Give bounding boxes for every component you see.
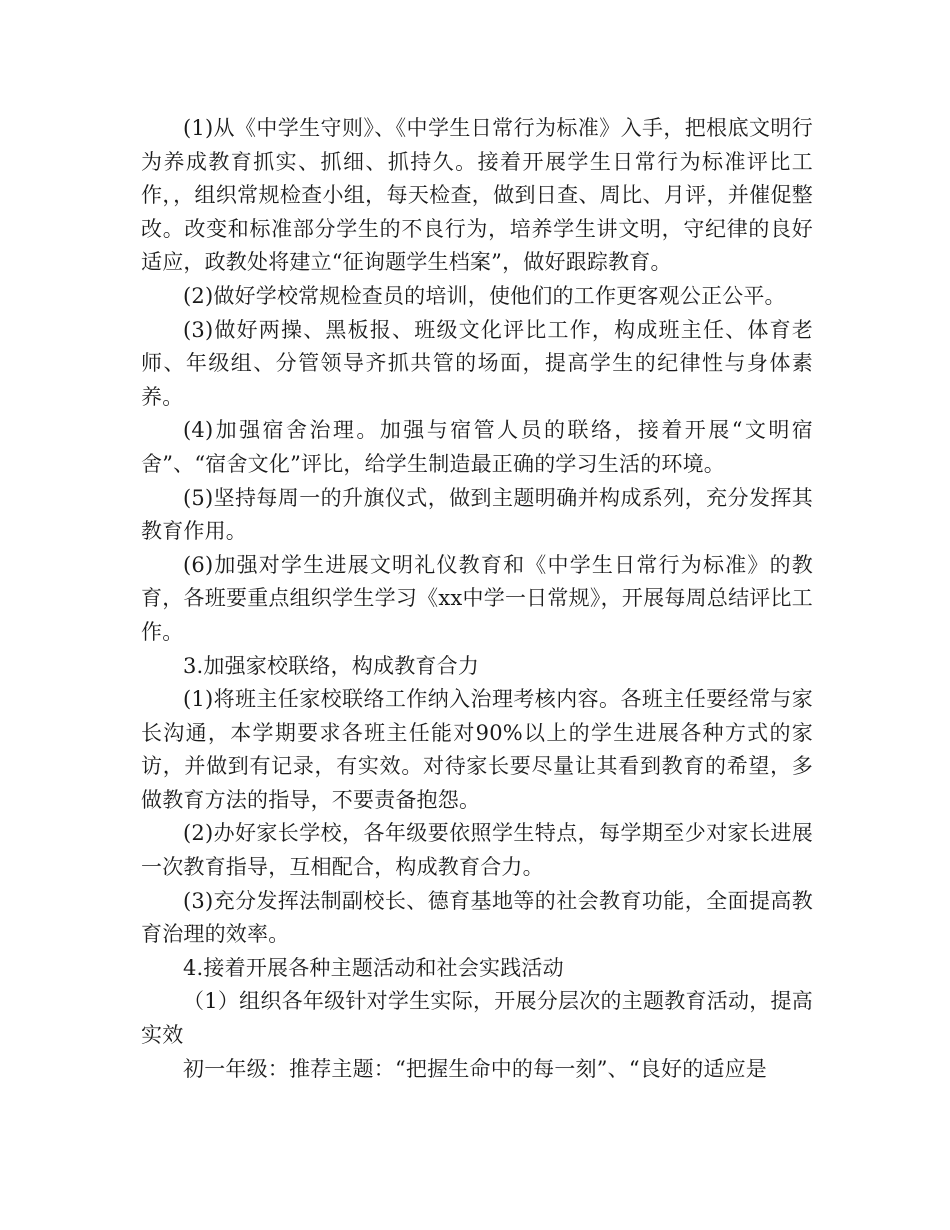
paragraph: (3)充分发挥法制副校长、德育基地等的社会教育功能，全面提高教育治理的效率。: [141, 888, 813, 947]
paragraph: (3)做好两操、黑板报、班级文化评比工作，构成班主任、体育老师、年级组、分管领导齐抓共管的场面，提高学生的纪律性与身体素养。: [141, 317, 813, 409]
section-heading: 3.加强家校联络，构成教育合力: [183, 653, 480, 678]
section-heading: 4.接着开展各种主题活动和社会实践活动: [183, 955, 564, 980]
paragraph: （1）组织各年级针对学生实际，开展分层次的主题教育活动，提高实效: [141, 989, 813, 1048]
paragraph: (2)做好学校常规检查员的培训，使他们的工作更客观公正公平。: [183, 283, 786, 308]
paragraph: (4)加强宿舍治理。加强与宿管人员的联络，接着开展“文明宿舍”、“宿舍文化”评比，给学生制造最正确的学习生活的环境。: [141, 418, 813, 476]
paragraph: (5)坚持每周一的升旗仪式，做到主题明确并构成系列，充分发挥其教育作用。: [141, 485, 813, 544]
paragraph: (2)办好家长学校，各年级要依照学生特点，每学期至少对家长进展一次教育指导，互相配合，构成教育合力。: [141, 821, 813, 880]
document-body: [141, 112, 813, 1086]
paragraph: (1)将班主任家校联络工作纳入治理考核内容。各班主任要经常与家长沟通，本学期要求各班主任能对90%以上的学生进展各种方式的家访，并做到有记录，有实效。对待家长要尽量让其看到教育的希望，多做教育方法的指导，不要责备抱怨。: [141, 687, 813, 812]
paragraph: (6)加强对学生进展文明礼仪教育和《中学生日常行为标准》的教育，各班要重点组织学生学习《xx中学一日常规》，开展每周总结评比工作。: [141, 552, 813, 644]
paragraph: 初一年级：推荐主题：“把握生命中的每一刻”、“良好的适应是: [183, 1056, 768, 1081]
paragraph: (1)从《中学生守则》、《中学生日常行为标准》入手，把根底文明行为养成教育抓实、抓细、抓持久。接着开展学生日常行为标准评比工作，，组织常规检查小组，每天检查，做到日查、周比、月评，并催促整改。改变和标准部分学生的不良行为，培养学生讲文明，守纪律的良好适应，政教处将建立“征询题学生档案”，做好跟踪教育。: [141, 116, 813, 275]
